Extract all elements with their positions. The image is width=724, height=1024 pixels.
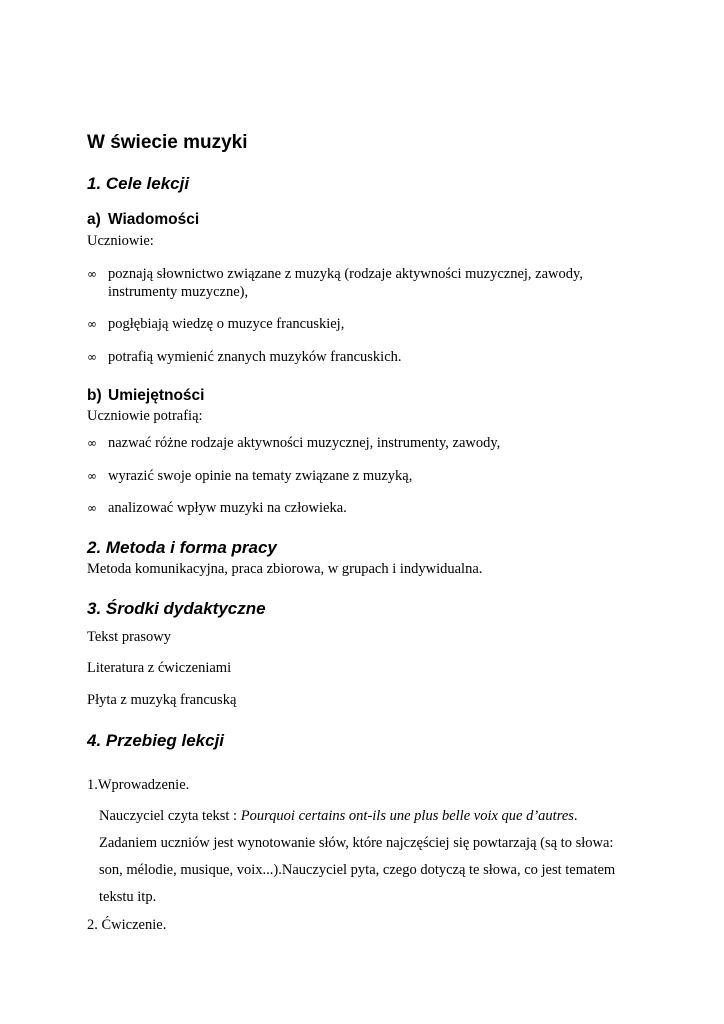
section-heading-goals: 1. Cele lekcji bbox=[87, 174, 190, 193]
step-exercise: 2. Ćwiczenie. bbox=[87, 917, 167, 933]
section-heading-method: 2. Metoda i forma pracy bbox=[87, 538, 277, 557]
subsection-heading-knowledge bbox=[87, 211, 199, 229]
subsection-number: b) bbox=[87, 387, 102, 404]
infinity-bullet-icon: ∞ bbox=[87, 436, 97, 450]
subsection-title: Wiadomości bbox=[108, 211, 200, 228]
infinity-bullet-icon: ∞ bbox=[87, 469, 97, 483]
section-heading-materials: 3. Środki dydaktyczne bbox=[87, 599, 266, 618]
introduction-paragraph bbox=[99, 803, 639, 911]
list-item bbox=[87, 315, 607, 333]
materials-item: Literatura z ćwiczeniami bbox=[87, 660, 232, 676]
infinity-bullet-icon: ∞ bbox=[87, 267, 97, 281]
materials-item: Tekst prasowy bbox=[87, 629, 171, 645]
infinity-bullet-icon: ∞ bbox=[87, 501, 97, 515]
list-item-text: wyrazić swoje opinie na tematy związane z muzyką, bbox=[108, 468, 413, 484]
paragraph-prefix: Nauczyciel czyta tekst : bbox=[99, 808, 241, 824]
list-item bbox=[87, 265, 607, 301]
list-item bbox=[87, 434, 607, 452]
knowledge-intro: Uczniowie: bbox=[87, 233, 154, 249]
paragraph-rest: . Zadaniem uczniów jest wynotowanie słów, które najczęściej się powtarzają (są to słowa: son, mélodie, musique, voix...).Nauczyciel pyta, czego dotyczą te słowa, co jest tematem tekstu itp. bbox=[99, 808, 616, 905]
list-item-text: poznają słownictwo związane z muzyką (rodzaje aktywności muzycznej, zawody, instrumenty muzyczne), bbox=[108, 266, 583, 300]
article-title: Pourquoi certains ont-ils une plus belle voix que d’autres bbox=[240, 808, 574, 824]
infinity-bullet-icon: ∞ bbox=[87, 350, 97, 364]
list-item-text: potrafią wymienić znanych muzyków francuskich. bbox=[108, 349, 402, 365]
subsection-heading-skills bbox=[87, 387, 204, 405]
materials-item: Płyta z muzyką francuską bbox=[87, 692, 237, 708]
list-item-text: pogłębiają wiedzę o muzyce francuskiej, bbox=[108, 316, 345, 332]
list-item-text: analizować wpływ muzyki na człowieka. bbox=[108, 500, 347, 516]
subsection-title: Umiejętności bbox=[108, 387, 205, 404]
infinity-bullet-icon: ∞ bbox=[87, 317, 97, 331]
list-item-text: nazwać różne rodzaje aktywności muzycznej, instrumenty, zawody, bbox=[108, 435, 501, 451]
document-title: W świecie muzyki bbox=[87, 132, 248, 153]
section-heading-lesson-flow: 4. Przebieg lekcji bbox=[87, 731, 225, 750]
list-item bbox=[87, 499, 607, 517]
list-item bbox=[87, 467, 607, 485]
subsection-number: a) bbox=[87, 211, 101, 228]
method-text: Metoda komunikacyjna, praca zbiorowa, w grupach i indywidualna. bbox=[87, 561, 483, 577]
skills-intro: Uczniowie potrafią: bbox=[87, 408, 203, 424]
step-introduction: 1.Wprowadzenie. bbox=[87, 777, 190, 793]
list-item bbox=[87, 348, 607, 366]
